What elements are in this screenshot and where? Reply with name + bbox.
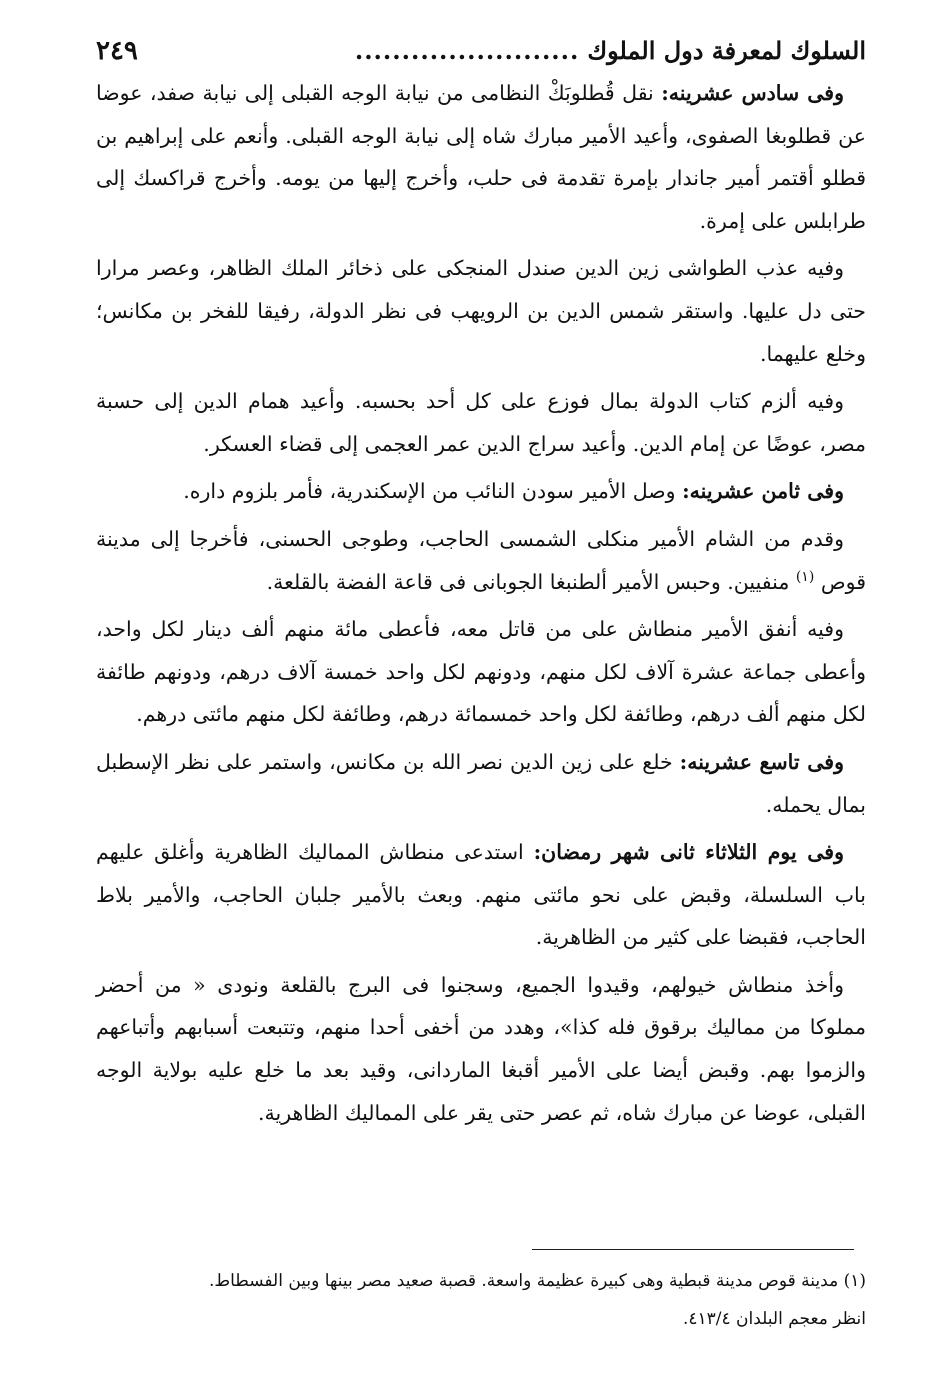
paragraph-text: خلع على زين الدين نصر الله بن مكانس، واستمر على نظر الإسطبل بمال يحمله. (96, 749, 866, 817)
paragraph (96, 72, 866, 242)
page-number: ٢٤٩ (96, 36, 138, 66)
paragraph (96, 380, 866, 465)
paragraph-text: وأخذ منطاش خيولهم، وقيدوا الجميع، وسجنوا فى البرج بالقلعة ونودى « من أحضر مملوكا من مماليك برقوق فله كذا»، وهدد من أخفى أحدا منهم، وتتبعت أسبابهم وأتباعهم والزموا بهم. وقبض أيضا على الأمير أقبغا الماردانى، وقيد بعد ما خلع عليه بولاية الوجه القبلى، عوضا عن مبارك شاه، ثم عصر حتى يقر على المماليك الظاهرية. (96, 972, 866, 1125)
paragraph (96, 964, 866, 1134)
paragraph-lead: وفى تاسع عشرينه: (679, 749, 844, 774)
page (96, 30, 866, 1139)
paragraph (96, 831, 866, 959)
paragraph-lead: وفى يوم الثلاثاء ثانى شهر رمضان: (533, 840, 844, 865)
body-text (96, 72, 866, 1134)
paragraph-lead: وفى ثامن عشرينه: (682, 479, 844, 504)
paragraph (96, 470, 866, 513)
paragraph-text: نقل قُطلوبَكْ النظامى من نيابة الوجه القبلى إلى نيابة صفد، عوضا عن قطلوبغا الصفوى، وأعيد الأمير مبارك شاه إلى نيابة الوجه القبلى. وأنعم على إبراهيم بن قطلو أقتمر أمير جاندار بإمرة تقدمة فى حلب، وأخرج إليها من يومه. وأخرج قراكسك إلى طرابلس على إمرة. (96, 81, 866, 233)
footnote-reference: (١) (795, 568, 815, 585)
paragraph-text: وفيه ألزم كتاب الدولة بمال فوزع على كل أحد بحسبه. وأعيد همام الدين إلى حسبة مصر، عوضًا عن إمام الدين. وأعيد سراج الدين عمر العجمى إلى قضاء العسكر. (96, 389, 866, 456)
paragraph-text: استدعى منطاش المماليك الظاهرية وأغلق عليهم باب السلسلة، وقبض على نحو مائتى منهم. وبعث بالأمير جلبان الحاجب، والأمير بلاط الحاجب، فقبضا على كثير من الظاهرية. (96, 840, 866, 950)
running-title-group (355, 30, 866, 72)
paragraph-text: منفيين. وحبس الأمير ألطنبغا الجوبانى فى قاعة الفضة بالقلعة. (266, 569, 796, 594)
paragraph (96, 518, 866, 603)
footnote-text: انظر معجم البلدان ٤١٣/٤. (682, 1309, 866, 1329)
page-header (96, 30, 866, 72)
paragraph-text: وفيه أنفق الأمير منطاش على من قاتل معه، فأعطى مائة منهم ألف دينار لكل واحد، وأعطى جماعة عشرة آلاف لكل منهم، ودونهم لكل واحد خمسة آلاف درهم، ودونهم طائفة لكل منهم ألف درهم، وطائفة لكل واحد خمسمائة درهم، وطائفة لكل منهم مائتى درهم. (96, 617, 866, 727)
paragraph-text: وفيه عذب الطواشى زين الدين صندل المنجكى على ذخائر الملك الظاهر، وعصر مرارا حتى دل عليها. واستقر شمس الدين بن الرويهب فى نظر الدولة، رفيقا للفخر بن مكانس؛ وخلع عليهما. (96, 256, 866, 366)
paragraph-text: وصل الأمير سودن النائب من الإسكندرية، فأمر بلزوم داره. (183, 479, 683, 504)
paragraph (96, 247, 866, 375)
leader-dots: ........................ (354, 36, 580, 65)
footnote-text: (١) مدينة قوص مدينة قبطية وهى كبيرة عظيمة واسعة. قصبة صعيد مصر بينها وبين الفسطاط. (209, 1271, 866, 1291)
paragraph (96, 741, 866, 826)
paragraph-text: وقدم من الشام الأمير منكلى الشمسى الحاجب، وطوجى الحسنى، فأخرجا إلى مدينة قوص (96, 526, 866, 594)
footnote-divider (532, 1249, 854, 1250)
running-title: السلوك لمعرفة دول الملوك (587, 36, 866, 65)
footnotes (96, 1262, 866, 1338)
paragraph (96, 608, 866, 736)
paragraph-lead: وفى سادس عشرينه: (661, 81, 844, 105)
